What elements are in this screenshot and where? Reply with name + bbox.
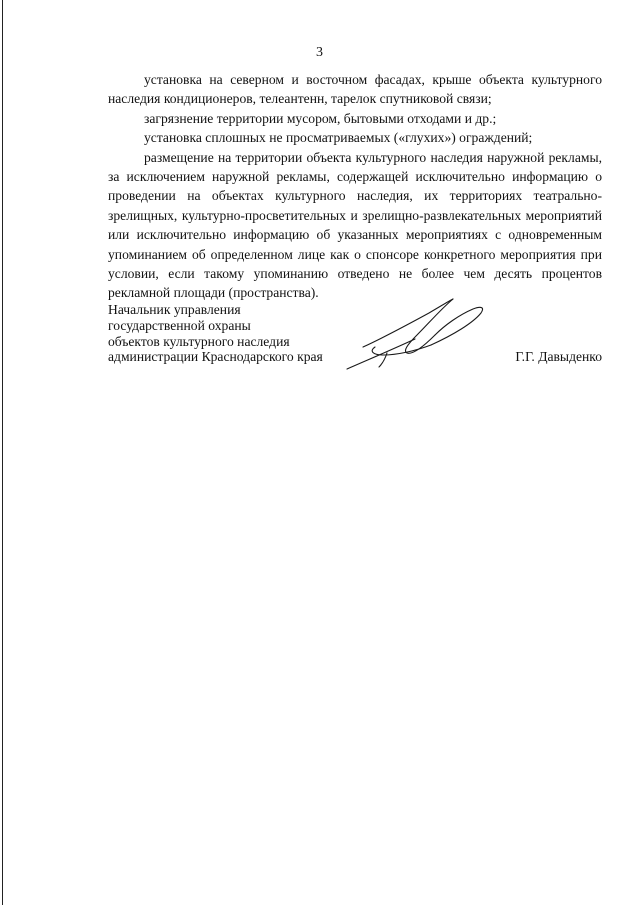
document-body xyxy=(108,70,602,303)
paragraph-1: установка на северном и восточном фасадах, крыше объекта культурного наследия кондиционеров, телеантенн, тарелок спутниковой связи; xyxy=(108,72,602,107)
handwritten-signature xyxy=(345,295,490,375)
position-line-4: администрации Краснодарского края xyxy=(108,349,323,365)
page-number: 3 xyxy=(316,45,323,60)
paragraph-2: загрязнение территории мусором, бытовыми отходами и др.; xyxy=(144,110,497,126)
page-edge-line xyxy=(2,0,3,905)
position-line-1: Начальник управления xyxy=(108,302,241,317)
paragraph-4: размещение на территории объекта культурного наследия наружной рекламы, за исключением наружной рекламы, содержащей исключительно информацию о проведении на объектах культурного наследия, их территориях театрально-зрелищных, культурно-просветительных и зрелищно-развлекательных мероприятий или исключительно информацию об указанных мероприятиях с одновременным упоминанием об определенном лице как о спонсоре конкретного мероприятия при условии, если такому упоминанию отведено не более чем десять процентов рекламной площади (пространства). xyxy=(108,149,602,301)
position-line-2: государственной охраны xyxy=(108,317,251,333)
signatory-name: Г.Г. Давыденко xyxy=(515,349,602,364)
paragraph-3: установка сплошных не просматриваемых («глухих») ограждений; xyxy=(144,130,533,146)
position-line-3: объектов культурного наследия xyxy=(108,333,290,349)
